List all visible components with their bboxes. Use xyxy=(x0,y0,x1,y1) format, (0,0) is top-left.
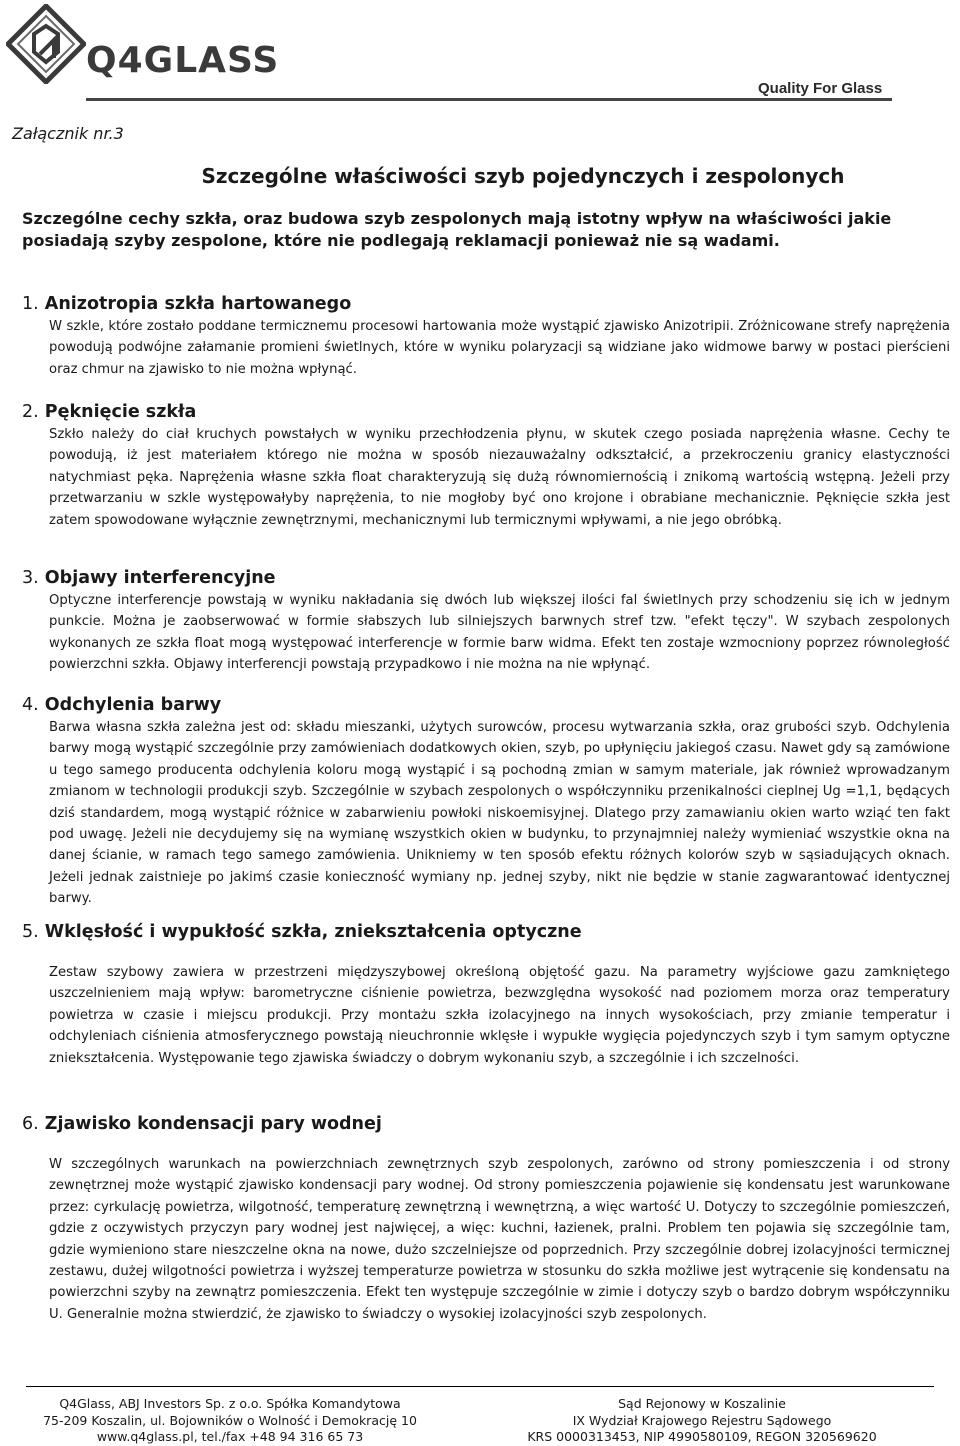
section-color-deviation xyxy=(22,693,950,910)
intro-paragraph: Szczególne cechy szkła, oraz budowa szyb zespolonych mają istotny wpływ na właściwości jakie posiadają szyby zespolone, które nie podlegają reklamacji ponieważ nie są wadami. xyxy=(22,209,892,250)
section-body: Barwa własna szkła zależna jest od: składu mieszanki, użytych surowców, procesu wytwarzania szkła, oraz grubości szyb. Odchylenia barwy mogą wystąpić szczególnie przy zamówieniach dodatkowych okien, szyb, po upłynięciu jakiegoś czasu. Nawet gdy są zamówione u tego samego producenta odchylenia koloru mogą wystąpić i są pochodną zmian w samym materiale, jak również wprowadzanym zmianom w technologii produkcji szyb. Szczególnie w szybach zespolonych o współczynniku przenikalności cieplnej Ug =1,1, będących dziś standardem, mogą wystąpić różnice w zabarwieniu powłoki niskoemisyjnej. Dlatego przy zamawianiu okien warto wziąć ten fakt pod uwagę. Jeżeli nie decydujemy się na wymianę wszystkich okien w budynku, to przynajmniej należy wymieniać wszystkie okna na danej ścianie, w ramach tego samego zamówienia. Unikniemy w ten sposób efektu różnych kolorów szyb w sąsiadujących oknach. Jeżeli jednak zaistnieje po jakimś czasie konieczność wymiany np. jednej szyby, nikt nie będzie w stanie zagwarantować identycznej barwy. xyxy=(49,720,950,907)
section-number: 6. xyxy=(22,1114,39,1134)
annex-label: Załącznik nr.3 xyxy=(12,124,124,143)
registry-court: Sąd Rejonowy w Koszalinie xyxy=(618,1396,786,1411)
section-heading xyxy=(22,920,950,944)
section-heading xyxy=(22,400,950,424)
footer-divider xyxy=(26,1386,934,1387)
page-footer xyxy=(0,1386,960,1446)
section-body: W szczególnych warunkach na powierzchniach zewnętrznych szyb zespolonych, zarówno od strony pomieszczenia i od strony zewnętrznej może wystąpić zjawisko kondensacji pary wodnej. Od strony pomieszczenia pojawienie się kondensatu jest warunkowane przez: cyrkulację powietrza, wilgotność, temperaturę zewnętrzną i wewnętrzną, a więc wartość U. Dotyczy to szczególnie pomieszczeń, gdzie z oczywistych przyczyn pary wodnej jest najwięcej, a więc: kuchni, łazienek, pralni. Problem ten pojawia się szczególnie tam, gdzie wymieniono stare nieszczelne okna na nowe, dużo szczelniejsze od poprzednich. Przy szczególnie dobrej izolacyjności termicznej zestawu, dużej wilgotności powietrza i wyższej temperaturze powietrza w stosunku do szkła możliwe jest wytrącenie się kondensatu na powierzchni szyby na zewnątrz pomieszczenia. Efekt ten występuje szczególnie w zimie i dotyczy szyb o bardzo dobrym współczynniku U. Generalnie można stwierdzić, że zjawisko to świadczy o wysokiej izolacyjności szyb zespolonych. xyxy=(49,1157,950,1322)
company-address: 75-209 Koszalin, ul. Bojowników o Wolność i Demokrację 10 xyxy=(43,1412,417,1428)
section-title: Objawy interferencyjne xyxy=(44,568,276,588)
section-title: Zjawisko kondensacji pary wodnej xyxy=(44,1114,382,1134)
section-number: 3. xyxy=(22,568,39,588)
section-concavity-convexity xyxy=(22,920,950,1069)
section-title: Wklęsłość i wypukłość szkła, zniekształcenia optyczne xyxy=(44,922,582,942)
section-body: Optyczne interferencje powstają w wyniku nakładania się dwóch lub większej ilości fal świetlnych przy schodzeniu się ich w jednym punkcie. Można je zaobserwować w formie słabszych lub silniejszych barwnych stref tzw. "efekt tęczy". W szybach zespolonych wykonanych ze szkła float mogą występować interferencje w formie barw widma. Efekt ten zostaje wzmocniony poprzez równoległość powierzchni szkła. Objawy interferencji powstają przypadkowo i nie można na nie wpłynąć. xyxy=(49,593,950,673)
section-interference xyxy=(22,566,950,676)
section-heading xyxy=(22,292,950,316)
section-heading xyxy=(22,693,950,717)
section-heading xyxy=(22,566,950,590)
brand-name: Q4GLASS xyxy=(86,40,280,81)
registry-details xyxy=(482,1396,922,1446)
section-body: Zestaw szybowy zawiera w przestrzeni międzyszybowej określoną objętość gazu. Na parametry wyjściowe gazu zamkniętego uszczelnieniem mają wpływ: barometryczne ciśnienie powietrza, bezwzględna wysokość nad poziomem morza oraz temperatury powietrza w czasie i miejscu produkcji. Przy montażu szkła izolacyjnego na innych wysokościach, przy zmianie temperatur i odchyleniach ciśnienia atmosferycznego powstają nieuchronnie wklęsłe i wypukłe wygięcia pojedynczych szyb i tym samym optyczne zniekształcenia. Występowanie tego zjawiska świadczy o dobrym wykonaniu szyb, a szczególnie i ich szczelności. xyxy=(49,965,950,1066)
document-title xyxy=(0,164,960,188)
section-body: W szkle, które zostało poddane termicznemu procesowi hartowania może wystąpić zjawisko Anizotripii. Zróżnicowane strefy naprężenia powodują podwójne załamanie promieni świetlnych, które w wyniku polaryzacji są widziane jako widmowe barwy w postaci pierścieni oraz chmur na zjawisko to nie można wpłynąć. xyxy=(49,319,950,377)
letterhead xyxy=(0,0,960,110)
section-title: Odchylenia barwy xyxy=(44,695,222,715)
document-title-text: Szczególne właściwości szyb pojedynczych i zespolonych xyxy=(201,164,845,188)
section-number: 2. xyxy=(22,402,39,422)
section-glass-breakage xyxy=(22,400,950,531)
company-details xyxy=(10,1396,450,1446)
section-number: 4. xyxy=(22,695,39,715)
brand-tagline: Quality For Glass xyxy=(758,80,883,97)
section-body: Szkło należy do ciał kruchych powstałych w wyniku przechłodzenia płynu, w skutek czego posiada naprężenia własne. Cechy te powodują, iż jest materiałem którego nie można w sposób niezauważalny odkształcić, a przekroczeniu granicy elastyczności natychmiast pęka. Naprężenia własne szkła float charakteryzują się dużą równomiernością i znikomą wartością wstępną. Jeżeli przy przetwarzaniu w szkle występowałyby naprężenia, to nie mogłoby być ono krojone i obrabiane mechanicznie. Pęknięcie szkła jest zatem spowodowane wyłącznie zewnętrznymi, mechanicznymi lub termicznymi wpływami, a nie jego obróbką. xyxy=(49,427,950,528)
company-name: Q4Glass, ABJ Investors Sp. z o.o. Spółka Komandytowa xyxy=(59,1396,401,1411)
header-divider xyxy=(86,98,892,101)
section-number: 1. xyxy=(22,294,39,314)
registry-numbers: KRS 0000313453, NIP 4990580109, REGON 320569620 xyxy=(527,1429,877,1444)
section-anisotropy xyxy=(22,292,950,380)
section-heading xyxy=(22,1112,950,1136)
section-condensation xyxy=(22,1112,950,1325)
registry-department: IX Wydział Krajowego Rejestru Sądowego xyxy=(572,1412,832,1428)
section-title: Pęknięcie szkła xyxy=(44,402,197,422)
company-contact: www.q4glass.pl, tel./fax +48 94 316 65 73 xyxy=(96,1429,364,1444)
q4glass-logo-icon xyxy=(6,4,86,84)
section-number: 5. xyxy=(22,922,39,942)
section-title: Anizotropia szkła hartowanego xyxy=(44,294,352,314)
